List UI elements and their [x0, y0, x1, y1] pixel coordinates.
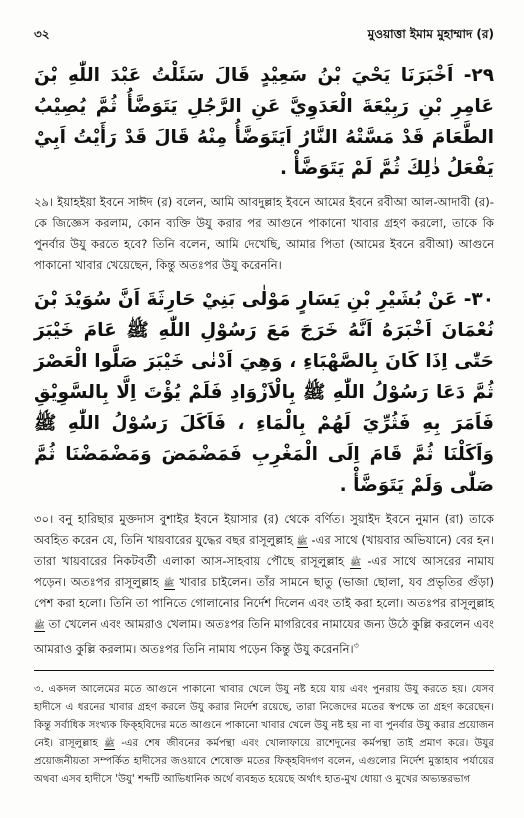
hadith-29-arabic: ٢٩- اَخْبَرَنَا يَحْيَ بْنُ سَعِيْدٍ قَالَ سَئَلْتُ عَبْدَ اللّٰهِ بْنَ عَامِرِ بْنِ رَبِيْعَةَ الْعَدَوِيَّ عَنِ الرَّجُلِ يَتَوَضَّأُ ثُمَّ يُصِيْبُ الطَّعَامَ قَدْ مَسَّتْهُ النَّارُ اَيَتَوَضَّأُ مِنْهُ قَالَ قَدْ رَأَيْتُ اَبِيْ يَفْعَلُ ذٰلِكَ ثُمَّ لَمْ يَتَوَضَّأْ .	[34, 65, 494, 179]
salawat-mark: ﷺ	[350, 558, 362, 568]
salawat-mark: ﷺ	[104, 739, 115, 750]
footnote-3	[34, 681, 494, 789]
footnote-segment: -এর শেষ জীবনের কর্মপন্থা এবং খোলাফায়ে রাশেদুনের কর্মপন্থা তাই প্রমাণ করে। উযুর প্রয়োজনীয়তা সম্পর্কিত হাদীসের জওয়াবে শেষোক্ত মতের ফিক্‌হবিদগণ বলেন, এগুলোর নির্দেশ মুস্তাহাব পর্যায়ের অথবা এসব হাদীসে 'উযু' শব্দটি আভিধানিক অর্থে ব্যবহৃত হয়েছে অর্থাৎ হাত-মুখ ধোয়া ও মুখের অভ্যন্তরভাগ	[34, 738, 495, 786]
salawat-mark: ﷺ	[296, 537, 308, 547]
footnote-reference: ৩	[353, 641, 359, 650]
page-number: ৩২	[34, 27, 50, 41]
salawat-mark: ﷺ	[163, 579, 175, 589]
translation-segment: -এর সাথে (খায়বার অভিযানে) বের হন। তারা খায়বারের নিকটবর্তী এলাকা আস-সাহবায় পৌছে রাসূলুল্লাহ	[34, 533, 495, 568]
salawat-mark: ﷺ	[34, 621, 45, 631]
translation-segment: -এর সাথে আসরের নামায পড়েন। অতঃপর রাসূলুল্লাহ	[34, 554, 495, 589]
translation-segment: ৩০। বনু হারিছার মুক্তদাস বুশাইর ইবনে ইয়াসার (র) থেকে বর্ণিত। সুয়াইদ ইবনে নুমান (রা) তাকে অবহিত করেন যে, তিনি খায়বারের যুদ্ধের বছর রাসূলুল্লাহ	[34, 512, 494, 547]
hadith-30-translation	[34, 509, 494, 660]
page-header	[34, 26, 494, 52]
translation-segment: খাবার চাইলেন। তাঁর সামনে ছাতু (ভাজা ছোলা, যব প্রভৃতির গুঁড়া) পেশ করা হলো। তিনি তা পানিতে গোলানোর নির্দেশ দিলেন এবং তাই করা হলো। অতঃপর রাসূলুল্লাহ	[34, 575, 494, 610]
footnote-segment: ৩. একদল আলেমের মতে আগুনে পাকানো খাবার খেলে উযু নষ্ট হয়ে যায় এবং পুনরায় উযু করতে হয়। যেসব হাদীসে এ ধরনের খাবার গ্রহণ করলে উযু করার নির্দেশ রয়েছে, তারা নিজেদের মতের স্বপক্ষে তা গ্রহণ করেছেন। কিন্তু সর্বাধিক সংখ্যক ফিক্‌হবিদের মতে আগুনে পাকানো খাবার খেলে উযু নষ্ট হয় না বা পুনর্বার উযু করার প্রয়োজন নেই। রাসূলুল্লাহ	[34, 684, 494, 750]
running-title: মুওয়াত্তা ইমাম মুহাম্মাদ (র)	[367, 27, 494, 41]
translation-segment: তা খেলেন এবং আমরাও খেলাম। অতঃপর তিনি মাগরিবের নামাযের জন্য উঠে কুল্লি করলেন এবং আমরাও কুল্লি করলাম। অতঃপর তিনি নামায পড়েন কিন্তু উযু করেননি।	[34, 617, 495, 656]
hadith-29-translation: ২৯। ইয়াহইয়া ইবনে সাঈদ (র) বলেন, আমি আবদুল্লাহ ইবনে আমের ইবনে রবীআ আল-আদাবী (র)-কে জিজ্ঞেস করলাম, কোন ব্যক্তি উযু করার পর আগুনে পাকানো খাবার গ্রহণ করলো, তাকে কি পুনর্বার উযু করতে হবে? তিনি বলেন, আমি দেখেছি, আমার পিতা (আমের ইবনে রবীআ) আগুনে পাকানো খাবার খেয়েছেন, কিন্তু অতঃপর উযু করেননি।	[34, 195, 494, 272]
footnote-divider	[34, 670, 494, 671]
hadith-30-arabic: ٣٠- عَنْ بُشَيْرِ بْنِ يَسَارٍ مَوْلٰى بَنِيْ حَارِثَةَ اَنَّ سُوَيْدَ بْنَ نُعْمَانَ اَخْبَرَهُ اَنَّهُ خَرَجَ مَعَ رَسُوْلِ اللّٰهِ ﷺ عَامَ خَيْبَرَ حَتّٰى اِذَا كَانَ بِالصَّهْبَاءِ ، وَهِيَ اَدْنٰى خَيْبَرَ صَلَّوا الْعَصْرَ ثُمَّ دَعَا رَسُوْلُ اللّٰهِ ﷺ بِالْاَزْوَادِ فَلَمْ يُؤْتَ اِلَّا بِالسَّوِيْقِ فَاَمَرَ بِهِ فَثُرِّيَ لَهُمْ بِالْمَاءِ ، فَاَكَلَ رَسُوْلُ اللّٰهِ ﷺ وَاَكَلْنَا ثُمَّ قَامَ اِلَى الْمَغْرِبِ فَمَضْمَضَ وَمَضْمَضْنَا ثُمَّ صَلّٰى وَلَمْ يَتَوَضَّأْ .	[34, 289, 494, 496]
